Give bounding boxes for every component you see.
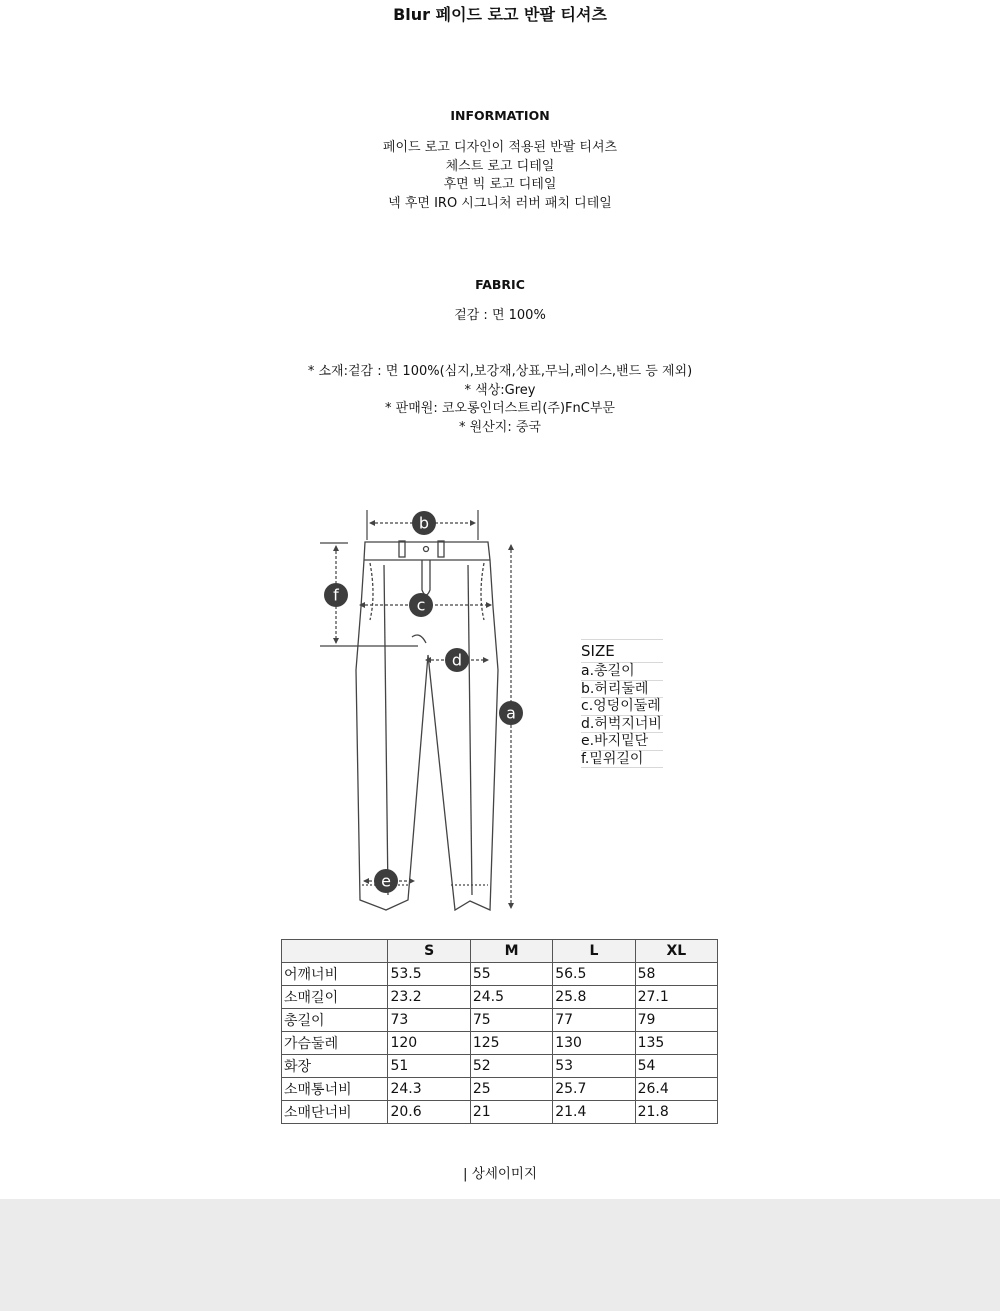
size-legend-item: e.바지밑단 — [581, 732, 663, 750]
table-cell: 120 — [388, 1032, 470, 1055]
table-header-row — [282, 940, 718, 963]
table-cell: 20.6 — [388, 1101, 470, 1124]
table-cell: 75 — [470, 1009, 552, 1032]
detail-seller: * 판매원: 코오롱인더스트리(주)FnC부문 — [385, 401, 615, 416]
table-cell: 77 — [553, 1009, 635, 1032]
badge-e — [374, 869, 398, 893]
badge-label-d: d — [451, 650, 463, 670]
table-cell: 21 — [470, 1101, 552, 1124]
column-header: M — [470, 940, 552, 963]
column-header: S — [388, 940, 470, 963]
column-header: XL — [635, 940, 717, 963]
detail-origin: * 원산지: 중국 — [459, 419, 541, 435]
size-legend-item: a.총길이 — [581, 662, 663, 680]
table-cell: 53.5 — [388, 963, 470, 986]
table-row — [282, 1055, 718, 1078]
badge-b — [412, 511, 436, 535]
table-cell: 54 — [635, 1055, 717, 1078]
table-cell: 25 — [470, 1078, 552, 1101]
table-cell: 24.3 — [388, 1078, 470, 1101]
table-cell: 130 — [553, 1032, 635, 1055]
table-cell: 26.4 — [635, 1078, 717, 1101]
information-heading: INFORMATION — [450, 108, 550, 123]
bottom-band — [0, 1199, 1000, 1311]
table-cell: 53 — [553, 1055, 635, 1078]
table-cell: 55 — [470, 963, 552, 986]
table-cell: 21.4 — [553, 1101, 635, 1124]
badge-a — [499, 701, 523, 725]
row-label: 총길이 — [282, 1009, 388, 1032]
size-legend-item: f.밑위길이 — [581, 750, 663, 769]
information-line: 페이드 로고 디자인이 적용된 반팔 티셔츠 — [382, 140, 618, 155]
detail-color: * 색상:Grey — [464, 382, 536, 398]
column-header: L — [553, 940, 635, 963]
table-cell: 125 — [470, 1032, 552, 1055]
table-cell: 21.8 — [635, 1101, 717, 1124]
table-row — [282, 1032, 718, 1055]
size-legend-heading: SIZE — [581, 639, 663, 662]
table-row — [282, 963, 718, 986]
row-label: 화장 — [282, 1055, 388, 1078]
table-cell: 51 — [388, 1055, 470, 1078]
detail-material: * 소재:겉감 : 면 100%(심지,보강재,상표,무늬,레이스,밴드 등 제외) — [307, 364, 693, 379]
badge-label-c: c — [416, 595, 426, 615]
badge-d — [445, 648, 469, 672]
row-label: 소매통너비 — [282, 1078, 388, 1101]
badge-label-b: b — [418, 513, 430, 533]
table-cell: 135 — [635, 1032, 717, 1055]
row-label: 가슴둘레 — [282, 1032, 388, 1055]
table-row — [282, 986, 718, 1009]
badge-label-e: e — [381, 871, 391, 891]
row-label: 어깨너비 — [282, 963, 388, 986]
information-lines — [0, 139, 1000, 213]
fabric-text: 겉감 : 면 100% — [454, 308, 546, 323]
product-details — [0, 363, 1000, 437]
table-cell: 25.8 — [553, 986, 635, 1009]
size-legend-item: c.엉덩이둘레 — [581, 697, 663, 715]
badge-label-a: a — [506, 703, 516, 723]
size-table — [281, 939, 718, 1124]
size-legend-item: d.허벅지너비 — [581, 715, 662, 732]
table-row — [282, 1101, 718, 1124]
size-legend-item: b.허리둘레 — [581, 680, 663, 698]
table-cell: 27.1 — [635, 986, 717, 1009]
pants-measurement-diagram — [318, 505, 548, 915]
information-line: 후면 빅 로고 디테일 — [443, 177, 557, 192]
table-corner-cell — [282, 940, 388, 963]
information-line: 넥 후면 IRO 시그니처 러버 패치 디테일 — [388, 195, 612, 211]
table-cell: 23.2 — [388, 986, 470, 1009]
table-row — [282, 1009, 718, 1032]
product-title: Blur 페이드 로고 반팔 티셔츠 — [393, 5, 607, 24]
badge-f — [324, 583, 348, 607]
table-row — [282, 1078, 718, 1101]
table-cell: 24.5 — [470, 986, 552, 1009]
table-cell: 56.5 — [553, 963, 635, 986]
size-legend — [581, 639, 663, 768]
table-cell: 79 — [635, 1009, 717, 1032]
table-cell: 25.7 — [553, 1078, 635, 1101]
fabric-heading: FABRIC — [475, 277, 525, 292]
row-label: 소매단너비 — [282, 1101, 388, 1124]
table-cell: 52 — [470, 1055, 552, 1078]
badge-label-f: f — [333, 585, 339, 605]
row-label: 소매길이 — [282, 986, 388, 1009]
badge-c — [409, 593, 433, 617]
detail-images-link[interactable]: | 상세이미지 — [462, 1166, 538, 1182]
table-cell: 73 — [388, 1009, 470, 1032]
table-cell: 58 — [635, 963, 717, 986]
information-line: 체스트 로고 디테일 — [445, 158, 555, 174]
